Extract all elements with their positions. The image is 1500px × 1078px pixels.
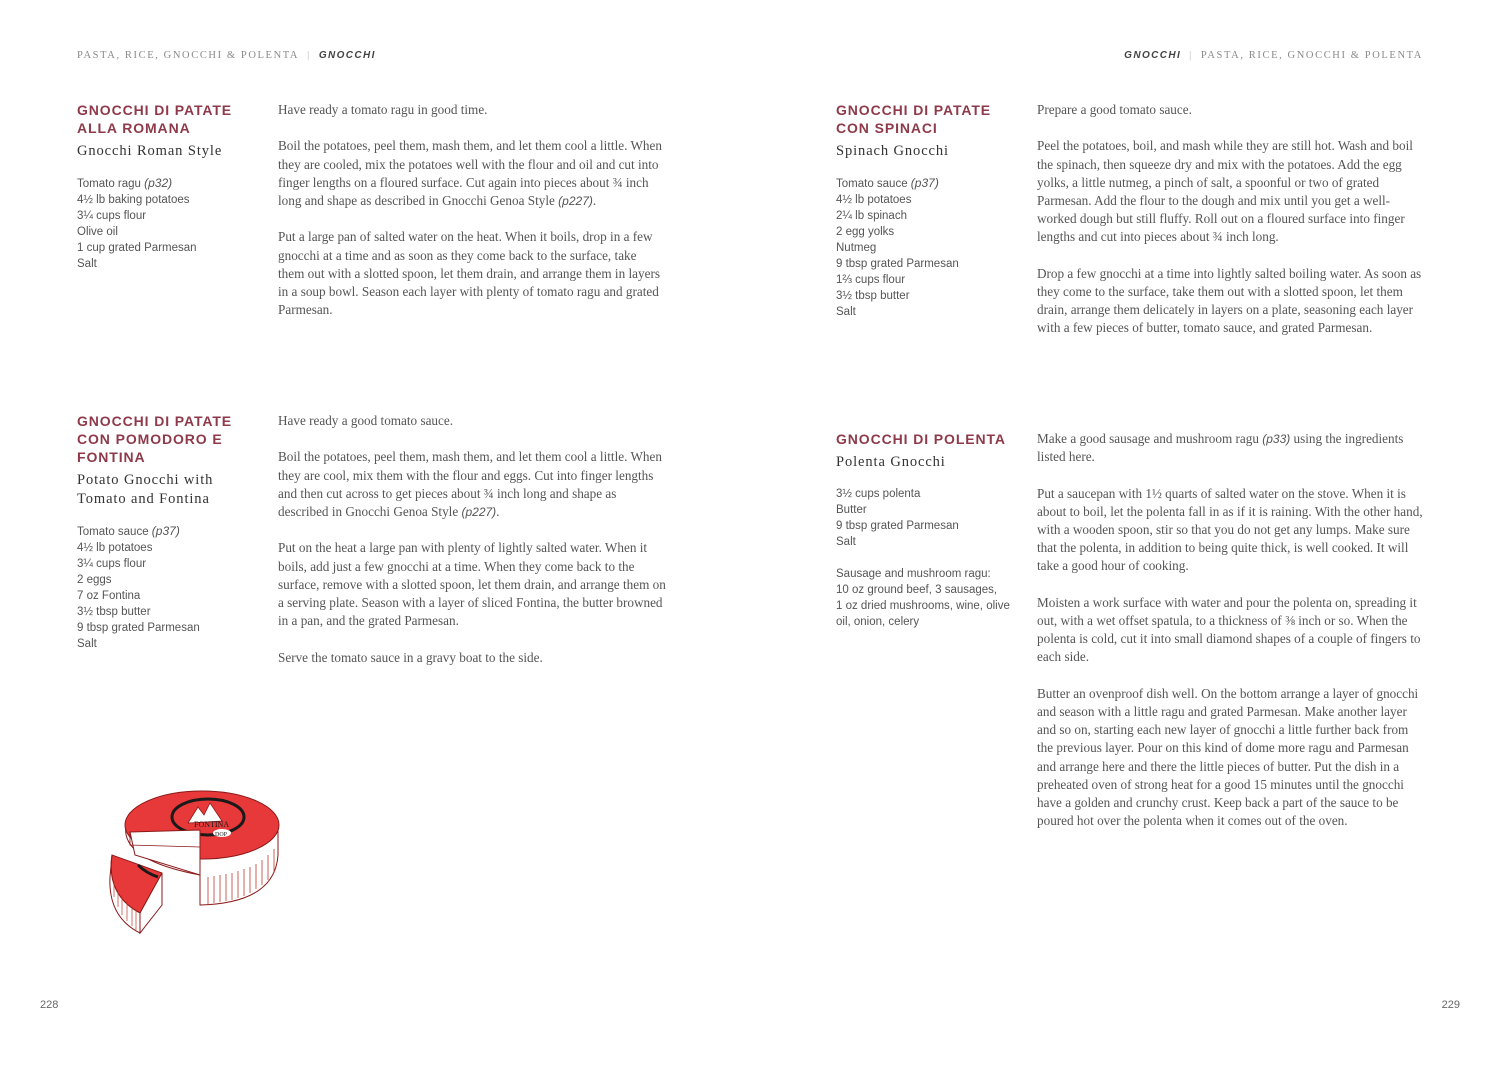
ingredient-text: oil, onion, celery <box>836 616 920 628</box>
method-text-after: . <box>592 193 597 208</box>
ingredient-text: Tomato sauce <box>836 178 911 190</box>
ingredient-text: 9 tbsp grated Parmesan <box>77 622 200 634</box>
ingredient-item <box>77 604 267 620</box>
ingredient-item <box>836 272 1026 288</box>
fontina-cheese-illustration <box>100 785 290 945</box>
method-paragraph <box>278 101 666 119</box>
method-text-after: using the ingredients listed here. <box>1037 431 1404 465</box>
method-paragraph <box>278 228 666 319</box>
ingredient-list <box>77 523 267 652</box>
ingredient-item <box>77 636 267 652</box>
recipe-title-italian: GNOCCHI DI PATATE CON POMODORO E FONTINA <box>77 413 233 465</box>
dop-label: DOP <box>215 832 228 838</box>
recipe-method <box>1037 430 1425 849</box>
cheese-brand-label: FONTINA <box>194 820 230 829</box>
method-paragraph <box>1037 101 1425 119</box>
ingredient-item <box>836 598 1026 614</box>
recipe-method <box>278 412 666 685</box>
method-text: Make a good sausage and mushroom ragu <box>1037 431 1263 446</box>
ingredient-item <box>836 208 1026 224</box>
ingredient-text: 4½ lb potatoes <box>836 194 912 206</box>
ingredient-item <box>836 224 1026 240</box>
ingredient-item <box>836 175 1026 192</box>
method-text: Drop a few gnocchi at a time into lightly salted boiling water. As soon as they come to the surface, take them out with a slotted spoon, let them drain, arrange them delicately in layers on a plate, seasoning each layer with a few pieces of butter, tomato sauce, and grated Parmesan. <box>1037 265 1422 336</box>
page-number-left: 228 <box>40 999 59 1011</box>
ingredient-item <box>836 240 1026 256</box>
method-paragraph <box>1037 485 1425 576</box>
method-text: Put on the heat a large pan with plenty of lightly salted water. When it boils, add just a few gnocchi at a time. When they come back to the surface, remove with a slotted spoon, let them drain, and arrange them on a serving plate. Season with a layer of sliced Fontina, the butter browned in a pan, and the grated Parmesan. <box>278 540 666 629</box>
method-text: Prepare a good tomato sauce. <box>1037 102 1192 117</box>
ingredient-text: Butter <box>836 504 867 516</box>
recipe-title-english: Spinach Gnocchi <box>836 143 949 159</box>
ingredient-item <box>77 175 267 192</box>
ingredient-text: 9 tbsp grated Parmesan <box>836 258 959 270</box>
page-number-right: 229 <box>1441 999 1460 1011</box>
method-paragraph <box>278 448 666 521</box>
page-reference: (p227) <box>461 505 497 519</box>
method-paragraph <box>1037 265 1425 338</box>
ingredient-text: 2 eggs <box>77 574 112 586</box>
ingredient-text: 10 oz ground beef, 3 sausages, <box>836 584 998 596</box>
ingredient-text: 3½ cups polenta <box>836 488 921 500</box>
ingredient-text: 2¼ lb spinach <box>836 210 907 222</box>
recipe-method <box>278 101 666 338</box>
ingredient-item <box>836 614 1026 630</box>
ingredient-text: Sausage and mushroom ragu: <box>836 568 991 580</box>
method-text: Have ready a good tomato sauce. <box>278 413 454 428</box>
ingredient-text: Salt <box>836 306 856 318</box>
chapter-title: PASTA, RICE, GNOCCHI & POLENTA <box>77 50 300 61</box>
ingredient-text: 3½ tbsp butter <box>77 606 151 618</box>
method-paragraph <box>278 649 666 667</box>
ingredient-text: 4½ lb potatoes <box>77 542 153 554</box>
page-reference: (p33) <box>1262 432 1291 446</box>
separator: | <box>1189 50 1193 61</box>
recipe-title-italian: GNOCCHI DI PATATE ALLA ROMANA <box>77 102 233 136</box>
method-paragraph <box>1037 430 1425 466</box>
ingredient-item <box>77 240 267 256</box>
ingredient-text: Olive oil <box>77 226 118 238</box>
ingredient-item <box>836 256 1026 272</box>
method-text: Butter an ovenproof dish well. On the bottom arrange a layer of gnocchi and season with a little ragu and grated Parmesan. Make another layer and so on, starting each new layer of gnocchi a little further back from the previous layer. Pour on this kind of dome more ragu and Parmesan and arrange here and there the little pieces of butter. Put the dish in a preheated oven of strong heat for a good 15 minutes until the gnocchi have a golden and crunchy crust. Keep back a part of the sauce to be poured hot over the polenta when it comes out of the oven. <box>1037 685 1419 829</box>
section-title: GNOCCHI <box>1124 50 1182 61</box>
ingredient-text: Tomato sauce <box>77 526 152 538</box>
ingredient-list <box>836 175 1026 320</box>
ingredient-text: Salt <box>836 536 856 548</box>
running-head-left <box>77 50 376 61</box>
page-reference: (p32) <box>144 176 173 190</box>
ingredient-item <box>836 534 1026 550</box>
ingredient-text: Salt <box>77 258 97 270</box>
ingredient-text: 7 oz Fontina <box>77 590 141 602</box>
recipe-title-italian: GNOCCHI DI POLENTA <box>836 431 1006 447</box>
ingredient-text: 1 oz dried mushrooms, wine, olive <box>836 600 1010 612</box>
recipe-title-english: Potato Gnocchi with Tomato and Fontina <box>77 472 214 507</box>
recipe-sidebar <box>836 430 1026 630</box>
method-text: Boil the potatoes, peel them, mash them, and let them cool a little. When they are cooled, mix the potatoes well with the flour and oil and cut into finger lengths on a floured surface. Cut again into pieces about ¾ inch long and shape as described in Gnocchi Genoa Style <box>278 138 662 208</box>
ingredient-item <box>77 208 267 224</box>
method-text: Have ready a tomato ragu in good time. <box>278 102 488 117</box>
ingredient-text: 9 tbsp grated Parmesan <box>836 520 959 532</box>
recipe-title-english: Gnocchi Roman Style <box>77 143 223 159</box>
ingredient-spacer <box>836 550 1026 566</box>
separator: | <box>307 50 311 61</box>
ingredient-item <box>836 486 1026 502</box>
ingredient-text: 1 cup grated Parmesan <box>77 242 197 254</box>
ingredient-item <box>77 540 267 556</box>
method-text-after: . <box>496 504 500 519</box>
recipe-sidebar <box>77 101 267 272</box>
ingredient-item <box>77 192 267 208</box>
method-paragraph <box>278 539 666 630</box>
method-text: Moisten a work surface with water and pour the polenta on, spreading it out, with a wet offset spatula, to a thickness of ⅜ inch or so. When the polenta is cold, cut it into small diamond shapes of a couple of fingers to each side. <box>1037 594 1421 665</box>
recipe-title-italian: GNOCCHI DI PATATE CON SPINACI <box>836 102 992 136</box>
ingredient-item <box>836 288 1026 304</box>
ingredient-item <box>836 304 1026 320</box>
ingredient-item <box>77 256 267 272</box>
ingredient-item <box>77 620 267 636</box>
method-text: Put a large pan of salted water on the heat. When it boils, drop in a few gnocchi at a time and as soon as they come back to the surface, take them out with a slotted spoon, let them drain, and arrange them in layers in a soup bowl. Season each layer with plenty of tomato ragu and grated Parmesan. <box>278 229 660 318</box>
ingredient-text: 4½ lb baking potatoes <box>77 194 190 206</box>
ingredient-item <box>77 523 267 540</box>
recipe-sidebar <box>77 412 267 652</box>
method-text: Peel the potatoes, boil, and mash while they are still hot. Wash and boil the spinach, then squeeze dry and mix with the potatoes. Add the egg yolks, a little nutmeg, a pinch of salt, a spoonful or two of grated Parmesan. Add the flour to the dough and mix until you get a well-worked dough but still fluffy. Roll out on a floured surface into finger lengths and cut into pieces about ¾ inch long. <box>1037 138 1413 245</box>
chapter-title: PASTA, RICE, GNOCCHI & POLENTA <box>1200 50 1423 61</box>
page-reference: (p37) <box>910 176 939 190</box>
ingredient-item <box>836 582 1026 598</box>
recipe-sidebar <box>836 101 1026 320</box>
recipe-method <box>1037 101 1425 356</box>
method-text: Boil the potatoes, peel them, mash them, and let them cool a little. When they are cool, mix them with the flour and eggs. Cut into finger lengths and then cut across to get pieces about ¾ inch long and shape as described in Gnocchi Genoa Style <box>278 449 662 519</box>
ingredient-text: 3½ tbsp butter <box>836 290 910 302</box>
ingredient-text: 3¼ cups flour <box>77 558 147 570</box>
ingredient-item <box>77 556 267 572</box>
ingredient-item <box>77 572 267 588</box>
ingredient-item <box>836 192 1026 208</box>
method-paragraph <box>278 412 666 430</box>
ingredient-item <box>77 588 267 604</box>
ingredient-item <box>836 502 1026 518</box>
ingredient-item <box>77 224 267 240</box>
ingredient-list <box>77 175 267 272</box>
ingredient-text: Salt <box>77 638 97 650</box>
ingredient-text: Tomato ragu <box>77 178 145 190</box>
method-paragraph <box>1037 594 1425 667</box>
ingredient-text: 2 egg yolks <box>836 226 895 238</box>
method-paragraph <box>278 137 666 210</box>
section-title: GNOCCHI <box>318 50 376 61</box>
page-reference: (p227) <box>558 194 593 208</box>
ingredient-item <box>836 566 1026 582</box>
running-head-right <box>1124 50 1423 61</box>
ingredient-item <box>836 518 1026 534</box>
page-reference: (p37) <box>151 524 180 538</box>
method-paragraph <box>1037 685 1425 831</box>
ingredient-text: 1⅔ cups flour <box>836 274 906 286</box>
method-text: Serve the tomato sauce in a gravy boat to the side. <box>278 649 543 665</box>
ingredient-text: 3¼ cups flour <box>77 210 147 222</box>
recipe-title-english: Polenta Gnocchi <box>836 454 946 470</box>
method-paragraph <box>1037 137 1425 246</box>
ingredient-list <box>836 486 1026 630</box>
method-text: Put a saucepan with 1½ quarts of salted water on the stove. When it is about to boil, let the polenta fall in as if it is raining. With the other hand, with a wooden spoon, stir so that you do not get any lumps. Make sure that the polenta, in addition to being quite thick, is well cooked. It will take a good hour of cooking. <box>1037 485 1423 574</box>
ingredient-text: Nutmeg <box>836 242 877 254</box>
